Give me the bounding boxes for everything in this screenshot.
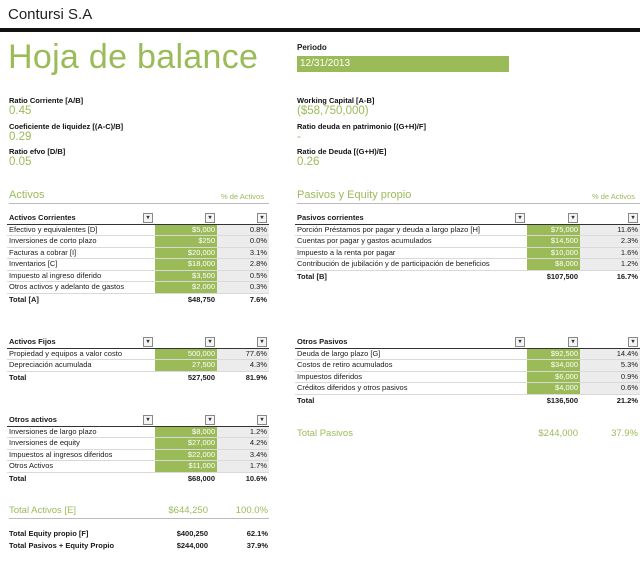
pct-cell: 0.8% [217,224,269,236]
total-row [7,472,269,484]
activos-pct-label: % de Activos [221,192,264,201]
amount-cell[interactable]: 27,500 [155,360,217,372]
total-amount: $136,500 [527,394,580,406]
total-row [295,270,640,282]
total-activos-pct: 100.0% [235,505,268,516]
amount-cell[interactable]: $75,000 [527,224,580,236]
total-pasivos-label: Total Pasivos [297,428,353,439]
table-row[interactable] [295,247,640,259]
periodo-label: Periodo [297,43,327,52]
row-label: Propiedad y equipos a valor costo [7,348,155,360]
filter-dropdown-icon[interactable]: ▾ [628,213,638,223]
pct-cell: 1.6% [580,247,640,259]
ratio-efvo [9,147,65,168]
ratio-deuda [297,147,386,168]
amount-cell[interactable]: $10,000 [527,247,580,259]
total-label: Total [7,472,155,484]
ratio-label: Ratio deuda en patrimonio [(G+H)/F] [297,122,426,131]
ratio-value: - [297,131,301,143]
filter-dropdown-icon[interactable]: ▾ [257,415,267,425]
table-row[interactable] [7,236,269,248]
total-pasivos-equity-label: Total Pasivos + Equity Propio [9,541,115,550]
ratio-label: Ratio de Deuda [(G+H)/E] [297,147,387,156]
amount-cell[interactable]: $14,500 [527,236,580,248]
amount-cell[interactable]: $6,000 [527,371,580,383]
table-row[interactable] [7,270,269,282]
ratio-value: 0.45 [9,105,32,117]
row-label: Porción Préstamos por pagar y deuda a largo plazo [H] [295,224,527,236]
pct-cell: 2.3% [580,236,640,248]
table-title: Activos Corrientes ▾ [7,213,155,224]
pct-cell: 0.5% [217,270,269,282]
header-divider [0,28,640,32]
filter-dropdown-icon[interactable]: ▾ [568,213,578,223]
filter-dropdown-icon[interactable]: ▾ [205,337,215,347]
pct-cell: 14.4% [580,348,640,360]
total-label: Total [295,394,527,406]
row-label: Inversiones de corto plazo [7,236,155,248]
table-row[interactable] [7,360,269,372]
total-equity-pct: 62.1% [246,529,268,538]
total-pasivos-equity-pct: 37.9% [246,541,268,550]
total-label: Total [B] [295,270,527,282]
filter-dropdown-icon[interactable]: ▾ [515,213,525,223]
total-pct: 81.9% [217,371,269,383]
total-activos-label: Total Activos [E] [9,505,77,516]
row-label: Efectivo y equivalentes [D] [7,224,155,236]
row-label: Depreciación acumulada [7,360,155,372]
total-activos-amount: $644,250 [168,505,208,516]
amount-cell[interactable]: $250 [155,236,217,248]
activos-fijos-table [7,337,269,383]
pct-cell: 1.2% [217,426,269,438]
amount-cell[interactable]: $34,000 [527,360,580,372]
table-row[interactable] [7,461,269,473]
table-row[interactable] [295,371,640,383]
filter-dropdown-icon[interactable]: ▾ [143,337,153,347]
amount-cell[interactable]: $2,000 [155,282,217,294]
total-pct: 16.7% [580,270,640,282]
ratio-label: Coeficiente de liquidez [(A-C)/B] [9,122,124,131]
table-row[interactable] [7,438,269,450]
filter-dropdown-icon[interactable]: ▾ [257,213,267,223]
row-label: Impuestos al ingresos diferidos [7,449,155,461]
row-label: Inversiones de equity [7,438,155,450]
total-amount: $107,500 [527,270,580,282]
ratio-label: Ratio efvo [D/B] [9,147,66,156]
amount-cell[interactable]: $8,000 [155,426,217,438]
activos-corrientes-table [7,213,269,305]
row-label: Impuesto al ingreso diferido [7,270,155,282]
filter-dropdown-icon[interactable]: ▾ [628,337,638,347]
amount-cell[interactable]: 500,000 [155,348,217,360]
pct-cell: 0.9% [580,371,640,383]
ratio-value: 0.29 [9,131,32,143]
page-title: Hoja de balance [8,38,259,76]
filter-dropdown-icon[interactable]: ▾ [143,213,153,223]
table-row[interactable] [7,426,269,438]
table-title: Activos Fijos ▾ [7,337,155,348]
filter-dropdown-icon[interactable]: ▾ [143,415,153,425]
activos-divider [9,203,269,204]
ratio-value: 0.05 [9,156,32,168]
row-label: Otros activos y adelanto de gastos [7,282,155,294]
table-title: Pasivos corrientes ▾ [295,213,527,224]
total-row [7,371,269,383]
amount-cell[interactable]: $22,000 [155,449,217,461]
amount-cell[interactable]: $20,000 [155,247,217,259]
pct-cell: 4.2% [217,438,269,450]
pasivos-heading: Pasivos y Equity propio [297,189,412,201]
row-label: Inventarios [C] [7,259,155,271]
pct-cell: 11.6% [580,224,640,236]
amount-cell[interactable]: $3,500 [155,270,217,282]
total-pct: 21.2% [580,394,640,406]
working-capital [297,96,374,117]
otros-activos-table [7,415,269,484]
ratio-label: Working Capital [A-B] [297,96,375,105]
pct-cell: 0.6% [580,383,640,395]
amount-cell[interactable]: $18,000 [155,259,217,271]
table-row[interactable] [295,348,640,360]
pasivos-corrientes-table [295,213,640,282]
filter-dropdown-icon[interactable]: ▾ [257,337,267,347]
table-row[interactable] [7,247,269,259]
ratio-liquidez [9,122,123,143]
pct-cell: 2.8% [217,259,269,271]
table-row[interactable] [295,360,640,372]
table-row[interactable] [7,259,269,271]
row-label: Facturas a cobrar [I] [7,247,155,259]
amount-cell[interactable]: $4,000 [527,383,580,395]
total-amount: 527,500 [155,371,217,383]
ratio-value: ($58,750,000) [297,105,369,117]
total-pasivos-amount: $244,000 [538,428,578,439]
pct-cell: 1.2% [580,259,640,271]
table-row[interactable] [295,224,640,236]
amount-cell[interactable]: $92,500 [527,348,580,360]
total-amount: $48,750 [155,293,217,305]
total-amount: $68,000 [155,472,217,484]
total-pct: 7.6% [217,293,269,305]
otros-pasivos-table [295,337,640,406]
table-row[interactable] [7,449,269,461]
pct-cell: 4.3% [217,360,269,372]
pasivos-pct-label: % de Activos [592,192,635,201]
amount-cell[interactable]: $11,000 [155,461,217,473]
pct-cell: 5.3% [580,360,640,372]
total-row [295,394,640,406]
total-label: Total [A] [7,293,155,305]
row-label: Impuesto a la renta por pagar [295,247,527,259]
table-row[interactable] [295,383,640,395]
pct-cell: 0.3% [217,282,269,294]
pct-cell: 3.1% [217,247,269,259]
pct-cell: 1.7% [217,461,269,473]
row-label: Deuda de largo plazo [G] [295,348,527,360]
pct-cell: 3.4% [217,449,269,461]
pasivos-divider [297,203,640,204]
pct-cell: 77.6% [217,348,269,360]
total-row [7,293,269,305]
amount-cell[interactable]: $8,000 [527,259,580,271]
filter-dropdown-icon[interactable]: ▾ [568,337,578,347]
table-row[interactable] [7,348,269,360]
amount-cell[interactable]: $5,000 [155,224,217,236]
total-label: Total [7,371,155,383]
table-row[interactable] [7,224,269,236]
company-name: Contursi S.A [8,6,93,23]
table-title: Otros Pasivos ▾ [295,337,527,348]
total-pasivos-pct: 37.9% [611,428,638,439]
row-label: Costos de retiro acumulados [295,360,527,372]
periodo-input[interactable]: 12/31/2013 [297,56,509,72]
ratio-value: 0.26 [297,156,320,168]
total-pasivos-equity-amount: $244,000 [176,541,208,550]
activos-heading: Activos [9,189,45,201]
pct-cell: 0.0% [217,236,269,248]
table-row[interactable] [295,236,640,248]
total-equity-amount: $400,250 [176,529,208,538]
total-activos-divider [9,518,269,519]
row-label: Inversiones de largo plazo [7,426,155,438]
amount-cell[interactable]: $27,000 [155,438,217,450]
ratio-label: Ratio Corriente [A/B] [9,96,84,105]
row-label: Créditos diferidos y otros pasivos [295,383,527,395]
row-label: Impuestos diferidos [295,371,527,383]
filter-dropdown-icon[interactable]: ▾ [205,415,215,425]
row-label: Cuentas por pagar y gastos acumulados [295,236,527,248]
total-equity-label: Total Equity propio [F] [9,529,89,538]
table-row[interactable] [7,282,269,294]
filter-dropdown-icon[interactable]: ▾ [205,213,215,223]
row-label: Contribución de jubilación y de participación de beneficios [295,259,527,271]
filter-dropdown-icon[interactable]: ▾ [515,337,525,347]
row-label: Otros Activos [7,461,155,473]
total-pct: 10.6% [217,472,269,484]
table-row[interactable] [295,259,640,271]
ratio-deuda-patrimonio [297,122,426,143]
ratio-corriente [9,96,83,117]
table-title: Otros activos ▾ [7,415,155,426]
